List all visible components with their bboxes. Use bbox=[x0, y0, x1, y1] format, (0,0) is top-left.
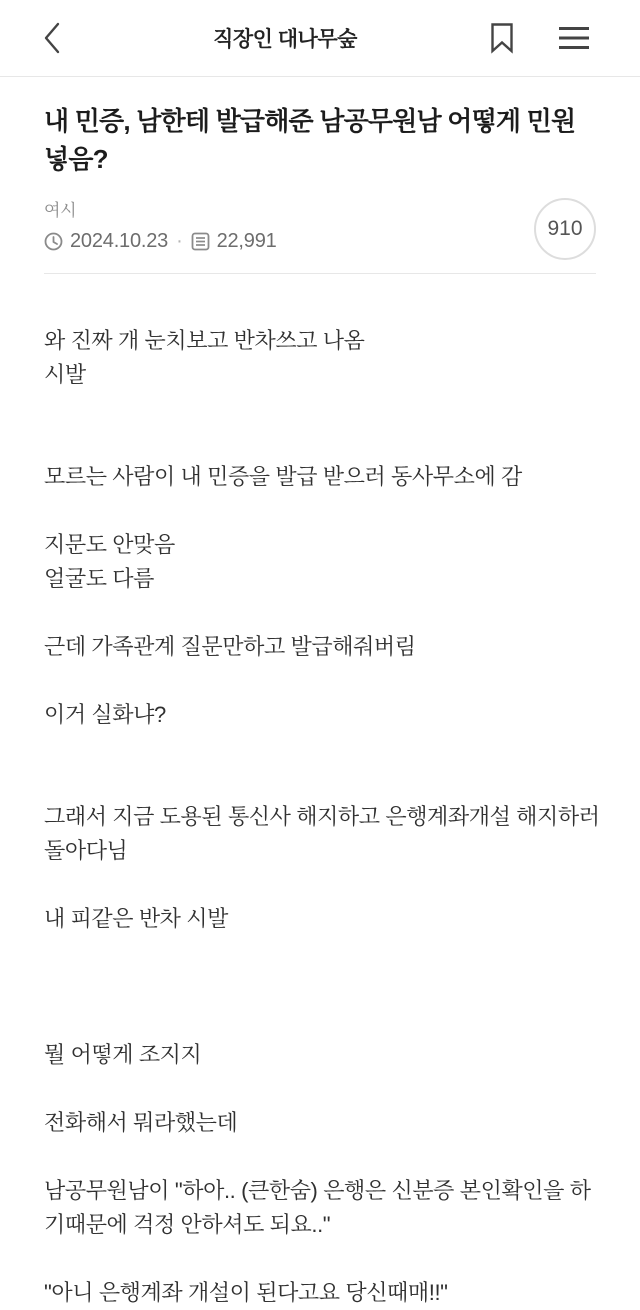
post-head-divider bbox=[44, 273, 596, 274]
post-body bbox=[44, 282, 600, 1310]
post-author: 여시 bbox=[44, 201, 77, 220]
post-body-line: 전화해서 뭐라했는데 bbox=[44, 1110, 238, 1135]
chevron-left-icon bbox=[43, 21, 61, 55]
comment-count: 910 bbox=[547, 217, 583, 240]
post-body-line: "아니 은행계좌 개설이 된다고요 당신때매!!" bbox=[44, 1280, 448, 1305]
post-body-line bbox=[44, 868, 596, 902]
clock-icon bbox=[44, 232, 63, 251]
post-body-line: 뭘 어떻게 조지지 bbox=[44, 1042, 202, 1067]
post-body-line bbox=[44, 1140, 596, 1174]
post-body-line: 시발 bbox=[44, 362, 86, 387]
post-meta-line bbox=[44, 230, 277, 253]
board-title: 직장인 대나무숲 bbox=[213, 28, 357, 51]
post-body-line bbox=[44, 494, 596, 528]
post-body-line: 그래서 지금 도용된 통신사 해지하고 은행계좌개설 해지하러 bbox=[44, 804, 600, 829]
bookmark-icon bbox=[490, 23, 514, 53]
post-date: 2024.10.23 bbox=[70, 230, 169, 252]
post-body-line: 모르는 사람이 내 민증을 발급 받으러 동사무소에 감 bbox=[44, 464, 522, 489]
post-body-line bbox=[44, 392, 596, 426]
post-body-line bbox=[44, 1242, 596, 1276]
post-body-line bbox=[44, 1072, 596, 1106]
back-button[interactable] bbox=[34, 0, 70, 76]
document-icon bbox=[191, 232, 210, 251]
post-body-line: 지문도 안맞음 bbox=[44, 532, 175, 557]
post-body-line: 근데 가족관계 질문만하고 발급해줘버림 bbox=[44, 634, 416, 659]
post-body-line: 이거 실화냐? bbox=[44, 702, 166, 727]
post-body-line bbox=[44, 1004, 596, 1038]
post-body-line: 내 피같은 반차 시발 bbox=[44, 906, 228, 931]
post-body-line bbox=[44, 596, 596, 630]
view-count: 22,991 bbox=[216, 230, 277, 252]
app-header bbox=[0, 0, 640, 77]
post-meta-left bbox=[44, 196, 277, 253]
post-body-line: 와 진짜 개 눈치보고 반차쓰고 나옴 bbox=[44, 328, 365, 353]
post-title: 내 민증, 남한테 발급해준 남공무원남 어떻게 민원넣음? bbox=[44, 106, 576, 174]
post-body-line bbox=[44, 936, 596, 970]
post-page bbox=[0, 102, 640, 1310]
post-meta-row bbox=[44, 196, 596, 260]
post-body-line bbox=[44, 732, 596, 766]
post-body-line bbox=[44, 970, 596, 1004]
post-body-line bbox=[44, 766, 596, 800]
post-body-line bbox=[44, 664, 596, 698]
hamburger-menu-icon bbox=[558, 26, 590, 50]
menu-button[interactable] bbox=[552, 0, 596, 76]
comment-count-badge[interactable] bbox=[534, 198, 596, 260]
meta-separator: · bbox=[176, 230, 183, 252]
post-body-line bbox=[44, 426, 596, 460]
post-body-line: 남공무원남이 "하아.. (큰한숨) 은행은 신분증 본인확인을 하 bbox=[44, 1178, 591, 1203]
bookmark-button[interactable] bbox=[482, 0, 522, 76]
post-body-line: 얼굴도 다름 bbox=[44, 566, 154, 591]
post-body-line: 돌아다님 bbox=[44, 838, 128, 863]
post-body-line: 기때문에 걱정 안하셔도 되요.." bbox=[44, 1212, 331, 1237]
